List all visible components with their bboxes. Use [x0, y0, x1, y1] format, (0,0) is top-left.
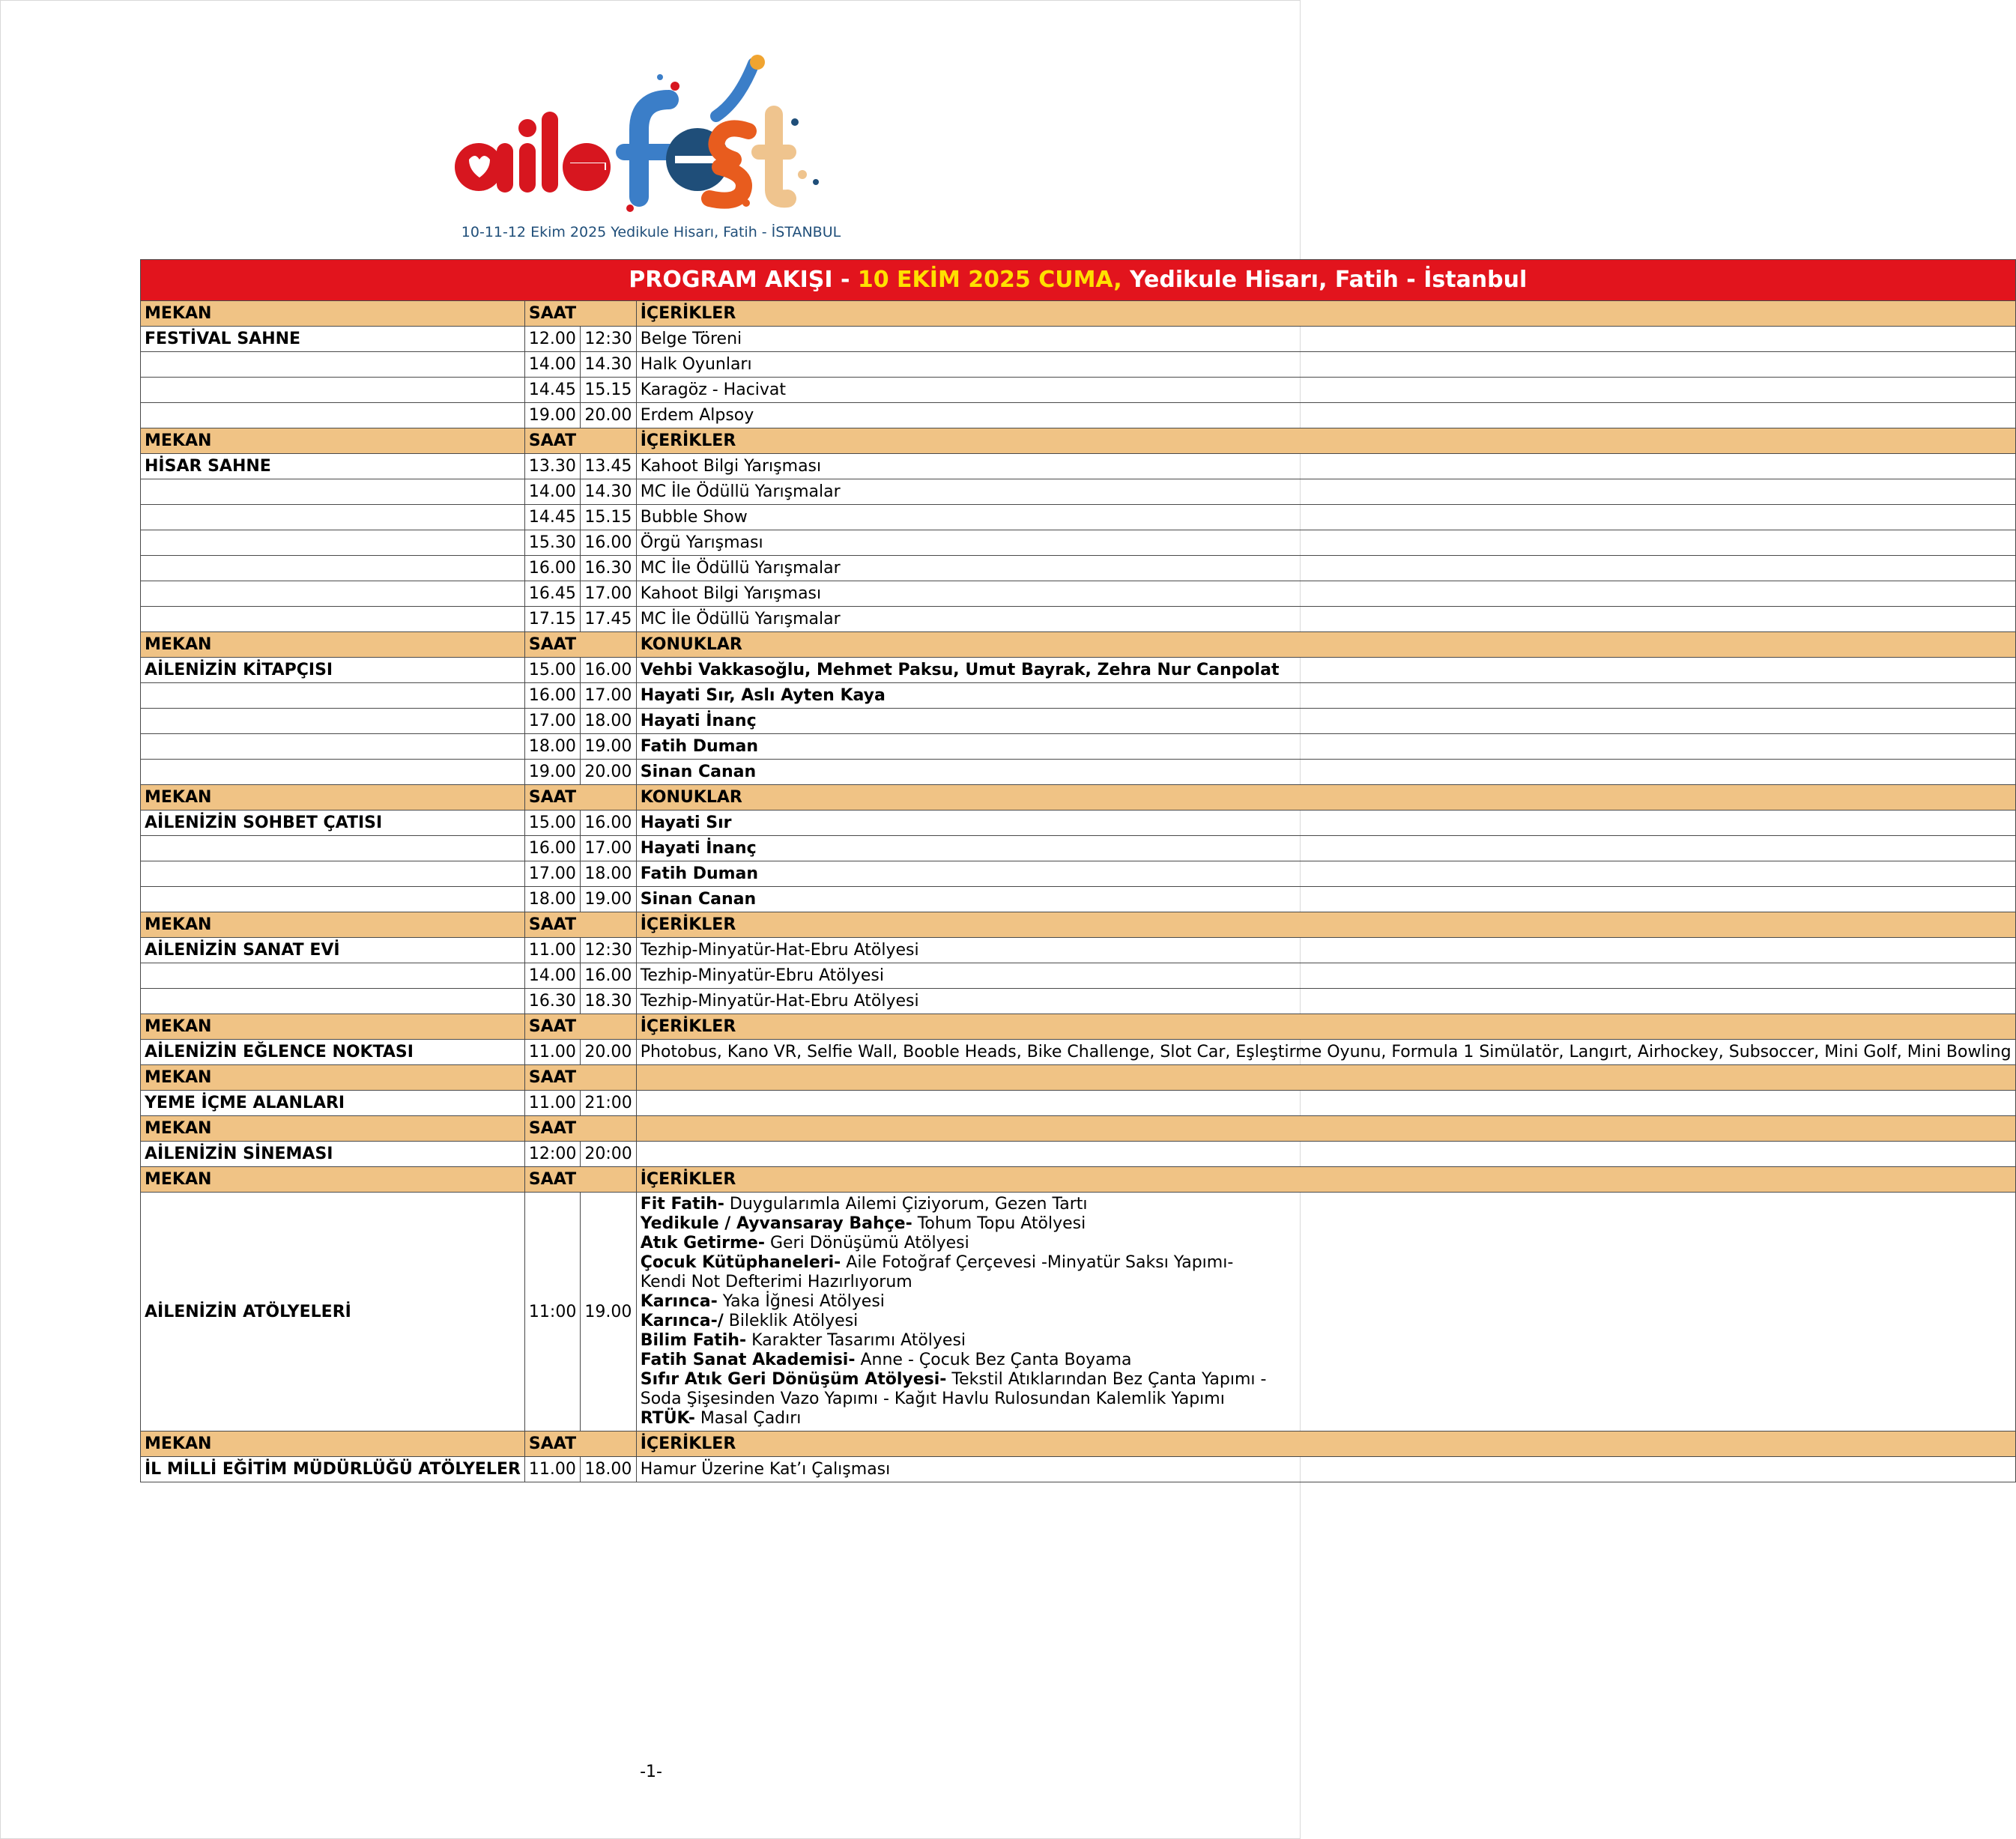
section-header-row	[141, 912, 2016, 938]
start-time-cell: 11:00	[524, 1193, 580, 1431]
venue-cell: YEME İÇME ALANLARI	[141, 1091, 525, 1116]
header-time: SAAT	[524, 785, 636, 811]
start-time-cell: 13.30	[524, 454, 580, 479]
venue-cell	[141, 836, 525, 861]
start-time-cell: 11.00	[524, 1091, 580, 1116]
venue-cell	[141, 989, 525, 1014]
content-cell: MC İle Ödüllü Yarışmalar	[636, 556, 2015, 581]
header-venue: MEKAN	[141, 1065, 525, 1091]
content-cell: Sinan Canan	[636, 760, 2015, 785]
end-time-cell: 21:00	[581, 1091, 636, 1116]
content-cell: Sinan Canan	[636, 887, 2015, 912]
start-time-cell: 14.45	[524, 378, 580, 403]
table-row	[141, 1091, 2016, 1116]
content-cell: Halk Oyunları	[636, 352, 2015, 378]
workshop-line	[641, 1351, 2012, 1370]
header-content	[636, 1116, 2015, 1142]
workshop-line	[641, 1292, 2012, 1312]
workshop-line	[641, 1409, 2012, 1429]
table-row	[141, 607, 2016, 632]
header-venue: MEKAN	[141, 785, 525, 811]
venue-cell	[141, 607, 525, 632]
header-venue: MEKAN	[141, 301, 525, 327]
venue-cell	[141, 683, 525, 709]
table-row	[141, 683, 2016, 709]
end-time-cell: 16.00	[581, 811, 636, 836]
end-time-cell: 20.00	[581, 1040, 636, 1065]
workshop-organizer: Sıfır Atık Geri Dönüşüm Atölyesi-	[640, 1370, 947, 1389]
start-time-cell: 12.00	[524, 327, 580, 352]
content-cell: Erdem Alpsoy	[636, 403, 2015, 428]
header-venue: MEKAN	[141, 1167, 525, 1193]
start-time-cell: 11.00	[524, 938, 580, 963]
start-time-cell: 14.00	[524, 352, 580, 378]
venue-cell: AİLENİZİN SOHBET ÇATISI	[141, 811, 525, 836]
start-time-cell: 18.00	[524, 887, 580, 912]
start-time-cell: 16.30	[524, 989, 580, 1014]
content-cell: Belge Töreni	[636, 327, 2015, 352]
workshop-organizer: Karınca-/	[640, 1312, 724, 1330]
workshop-organizer: Yedikule / Ayvansaray Bahçe-	[640, 1214, 912, 1233]
logo-text: ailefest	[450, 47, 453, 48]
workshop-description: Bileklik Atölyesi	[723, 1312, 859, 1330]
workshop-description: Geri Dönüşümü Atölyesi	[764, 1234, 969, 1252]
venue-cell	[141, 887, 525, 912]
start-time-cell: 15.00	[524, 811, 580, 836]
end-time-cell: 16.30	[581, 556, 636, 581]
table-row	[141, 963, 2016, 989]
content-cell: Hayati Sır, Aslı Ayten Kaya	[636, 683, 2015, 709]
header-time: SAAT	[524, 1014, 636, 1040]
content-cell: Tezhip-Minyatür-Hat-Ebru Atölyesi	[636, 989, 2015, 1014]
table-row	[141, 454, 2016, 479]
venue-cell: HİSAR SAHNE	[141, 454, 525, 479]
header-content: İÇERİKLER	[636, 428, 2015, 454]
content-cell: Fatih Duman	[636, 861, 2015, 887]
start-time-cell: 17.00	[524, 861, 580, 887]
event-subtitle: 10-11-12 Ekim 2025 Yedikule Hisarı, Fatih - İSTANBUL	[461, 224, 841, 240]
end-time-cell: 17.00	[581, 683, 636, 709]
content-cell: Tezhip-Minyatür-Hat-Ebru Atölyesi	[636, 938, 2015, 963]
table-row	[141, 378, 2016, 403]
section-header-row	[141, 301, 2016, 327]
start-time-cell: 12:00	[524, 1142, 580, 1167]
header-time: SAAT	[524, 428, 636, 454]
workshop-description: Soda Şişesinden Vazo Yapımı - Kağıt Havlu Rulosundan Kalemlik Yapımı	[640, 1390, 1225, 1408]
section-header-row	[141, 1014, 2016, 1040]
workshop-line	[641, 1273, 2012, 1292]
workshop-organizer: Çocuk Kütüphaneleri-	[640, 1253, 841, 1272]
end-time-cell: 18.30	[581, 989, 636, 1014]
section-header-row	[141, 1065, 2016, 1091]
program-table	[140, 259, 2016, 1482]
start-time-cell: 19.00	[524, 403, 580, 428]
table-row	[141, 403, 2016, 428]
table-row	[141, 938, 2016, 963]
workshop-organizer: Atık Getirme-	[640, 1234, 765, 1252]
workshop-description: Aile Fotoğraf Çerçevesi -Minyatür Saksı Yapımı-	[841, 1253, 1234, 1272]
workshop-line	[641, 1195, 2012, 1214]
start-time-cell: 14.45	[524, 505, 580, 530]
workshop-line	[641, 1370, 2012, 1390]
venue-cell: AİLENİZİN SANAT EVİ	[141, 938, 525, 963]
title-prefix: PROGRAM AKIŞI -	[629, 267, 858, 293]
section-header-row	[141, 785, 2016, 811]
content-cell: Fatih Duman	[636, 734, 2015, 760]
workshop-line	[641, 1331, 2012, 1351]
content-cell: Hayati Sır	[636, 811, 2015, 836]
workshop-description: Kendi Not Defterimi Hazırlıyorum	[640, 1273, 912, 1291]
content-cell: MC İle Ödüllü Yarışmalar	[636, 479, 2015, 505]
venue-cell: AİLENİZİN EĞLENCE NOKTASI	[141, 1040, 525, 1065]
end-time-cell: 20:00	[581, 1142, 636, 1167]
venue-cell: AİLENİZİN SİNEMASI	[141, 1142, 525, 1167]
start-time-cell: 11.00	[524, 1457, 580, 1482]
venue-cell	[141, 556, 525, 581]
table-row	[141, 989, 2016, 1014]
end-time-cell: 16.00	[581, 658, 636, 683]
header-content	[636, 1065, 2015, 1091]
header-content: KONUKLAR	[636, 632, 2015, 658]
workshop-line	[641, 1312, 2012, 1331]
end-time-cell: 19.00	[581, 734, 636, 760]
start-time-cell: 16.00	[524, 836, 580, 861]
start-time-cell: 15.00	[524, 658, 580, 683]
header-content: İÇERİKLER	[636, 1014, 2015, 1040]
workshop-description: Masal Çadırı	[694, 1409, 802, 1428]
end-time-cell: 18.00	[581, 1457, 636, 1482]
content-cell: Kahoot Bilgi Yarışması	[636, 581, 2015, 607]
end-time-cell: 19.00	[581, 887, 636, 912]
start-time-cell: 16.00	[524, 556, 580, 581]
header-time: SAAT	[524, 1116, 636, 1142]
content-cell: Hamur Üzerine Kat’ı Çalışması	[636, 1457, 2015, 1482]
venue-cell	[141, 378, 525, 403]
content-cell: Bubble Show	[636, 505, 2015, 530]
workshop-organizer: Karınca-	[640, 1292, 718, 1311]
workshop-line	[641, 1234, 2012, 1253]
table-row	[141, 1193, 2016, 1431]
table-title	[141, 260, 2016, 301]
header-content: İÇERİKLER	[636, 301, 2015, 327]
end-time-cell: 12:30	[581, 327, 636, 352]
end-time-cell: 15.15	[581, 378, 636, 403]
table-row	[141, 505, 2016, 530]
table-row	[141, 530, 2016, 556]
table-row	[141, 1040, 2016, 1065]
header-venue: MEKAN	[141, 1014, 525, 1040]
end-time-cell: 12:30	[581, 938, 636, 963]
header-venue: MEKAN	[141, 912, 525, 938]
end-time-cell: 14.30	[581, 479, 636, 505]
workshop-description: Karakter Tasarımı Atölyesi	[746, 1331, 966, 1350]
table-title-row	[141, 260, 2016, 301]
table-row	[141, 760, 2016, 785]
venue-cell: AİLENİZİN ATÖLYELERİ	[141, 1193, 525, 1431]
venue-cell	[141, 505, 525, 530]
end-time-cell: 16.00	[581, 530, 636, 556]
start-time-cell: 16.45	[524, 581, 580, 607]
start-time-cell: 18.00	[524, 734, 580, 760]
venue-cell: FESTİVAL SAHNE	[141, 327, 525, 352]
title-location: Yedikule Hisarı, Fatih - İstanbul	[1121, 267, 1528, 293]
end-time-cell: 16.00	[581, 963, 636, 989]
content-cell	[636, 1193, 2015, 1431]
table-row	[141, 709, 2016, 734]
table-row	[141, 861, 2016, 887]
workshop-description: Tekstil Atıklarından Bez Çanta Yapımı -	[946, 1370, 1267, 1389]
table-row	[141, 836, 2016, 861]
venue-cell	[141, 861, 525, 887]
start-time-cell: 11.00	[524, 1040, 580, 1065]
table-row	[141, 556, 2016, 581]
content-cell: Photobus, Kano VR, Selfie Wall, Booble Heads, Bike Challenge, Slot Car, Eşleştirme Oyunu, Formula 1 Simülatör, Langırt, Airhockey, Subsoccer, Mini Golf, Mini Bowling	[636, 1040, 2015, 1065]
venue-cell	[141, 734, 525, 760]
header-venue: MEKAN	[141, 1431, 525, 1457]
header-content: KONUKLAR	[636, 785, 2015, 811]
end-time-cell: 18.00	[581, 861, 636, 887]
end-time-cell: 17.00	[581, 836, 636, 861]
content-cell: Örgü Yarışması	[636, 530, 2015, 556]
table-row	[141, 1142, 2016, 1167]
end-time-cell: 13.45	[581, 454, 636, 479]
workshop-organizer: RTÜK-	[640, 1409, 695, 1428]
content-cell: Karagöz - Hacivat	[636, 378, 2015, 403]
header-content: İÇERİKLER	[636, 912, 2015, 938]
venue-cell	[141, 709, 525, 734]
section-header-row	[141, 428, 2016, 454]
section-header-row	[141, 632, 2016, 658]
start-time-cell: 19.00	[524, 760, 580, 785]
section-header-row	[141, 1116, 2016, 1142]
table-row	[141, 327, 2016, 352]
venue-cell	[141, 760, 525, 785]
content-cell: MC İle Ödüllü Yarışmalar	[636, 607, 2015, 632]
end-time-cell: 17.45	[581, 607, 636, 632]
section-header-row	[141, 1167, 2016, 1193]
header-time: SAAT	[524, 301, 636, 327]
workshop-line	[641, 1253, 2012, 1273]
header-content: İÇERİKLER	[636, 1167, 2015, 1193]
workshop-description: Duygularımla Ailemi Çiziyorum, Gezen Tartı	[724, 1195, 1088, 1214]
title-date: 10 EKİM 2025 CUMA,	[857, 267, 1122, 293]
end-time-cell: 19.00	[581, 1193, 636, 1431]
header-content: İÇERİKLER	[636, 1431, 2015, 1457]
content-cell: Vehbi Vakkasoğlu, Mehmet Paksu, Umut Bayrak, Zehra Nur Canpolat	[636, 658, 2015, 683]
workshop-description: Yaka İğnesi Atölyesi	[717, 1292, 885, 1311]
header-time: SAAT	[524, 1065, 636, 1091]
content-cell: Hayati İnanç	[636, 836, 2015, 861]
content-cell	[636, 1142, 2015, 1167]
venue-cell	[141, 581, 525, 607]
venue-cell	[141, 403, 525, 428]
content-cell	[636, 1091, 2015, 1116]
table-row	[141, 352, 2016, 378]
workshop-line	[641, 1390, 2012, 1409]
workshop-line	[641, 1214, 2012, 1234]
venue-cell	[141, 530, 525, 556]
end-time-cell: 17.00	[581, 581, 636, 607]
section-header-row	[141, 1431, 2016, 1457]
table-row	[141, 1457, 2016, 1482]
content-cell: Tezhip-Minyatür-Ebru Atölyesi	[636, 963, 2015, 989]
table-row	[141, 479, 2016, 505]
start-time-cell: 17.00	[524, 709, 580, 734]
workshop-organizer: Fit Fatih-	[640, 1195, 724, 1214]
start-time-cell: 15.30	[524, 530, 580, 556]
workshop-description: Tohum Topu Atölyesi	[912, 1214, 1086, 1233]
header-time: SAAT	[524, 1167, 636, 1193]
header-time: SAAT	[524, 1431, 636, 1457]
content-cell: Kahoot Bilgi Yarışması	[636, 454, 2015, 479]
venue-cell	[141, 479, 525, 505]
start-time-cell: 17.15	[524, 607, 580, 632]
header-venue: MEKAN	[141, 632, 525, 658]
table-row	[141, 581, 2016, 607]
end-time-cell: 20.00	[581, 403, 636, 428]
table-row	[141, 658, 2016, 683]
table-row	[141, 734, 2016, 760]
venue-cell	[141, 352, 525, 378]
header-time: SAAT	[524, 912, 636, 938]
page-number: -1-	[640, 1763, 662, 1781]
end-time-cell: 18.00	[581, 709, 636, 734]
table-row	[141, 887, 2016, 912]
table-row	[141, 811, 2016, 836]
header-venue: MEKAN	[141, 428, 525, 454]
header-time: SAAT	[524, 632, 636, 658]
end-time-cell: 14.30	[581, 352, 636, 378]
venue-cell: İL MİLLİ EĞİTİM MÜDÜRLÜĞÜ ATÖLYELER	[141, 1457, 525, 1482]
workshop-organizer: Fatih Sanat Akademisi-	[640, 1351, 856, 1369]
venue-cell: AİLENİZİN KİTAPÇISI	[141, 658, 525, 683]
content-cell: Hayati İnanç	[636, 709, 2015, 734]
workshop-description: Anne - Çocuk Bez Çanta Boyama	[855, 1351, 1132, 1369]
venue-cell	[141, 963, 525, 989]
start-time-cell: 14.00	[524, 963, 580, 989]
workshop-organizer: Bilim Fatih-	[640, 1331, 747, 1350]
end-time-cell: 15.15	[581, 505, 636, 530]
header-venue: MEKAN	[141, 1116, 525, 1142]
start-time-cell: 14.00	[524, 479, 580, 505]
end-time-cell: 20.00	[581, 760, 636, 785]
ailefest-logo	[450, 47, 855, 227]
start-time-cell: 16.00	[524, 683, 580, 709]
